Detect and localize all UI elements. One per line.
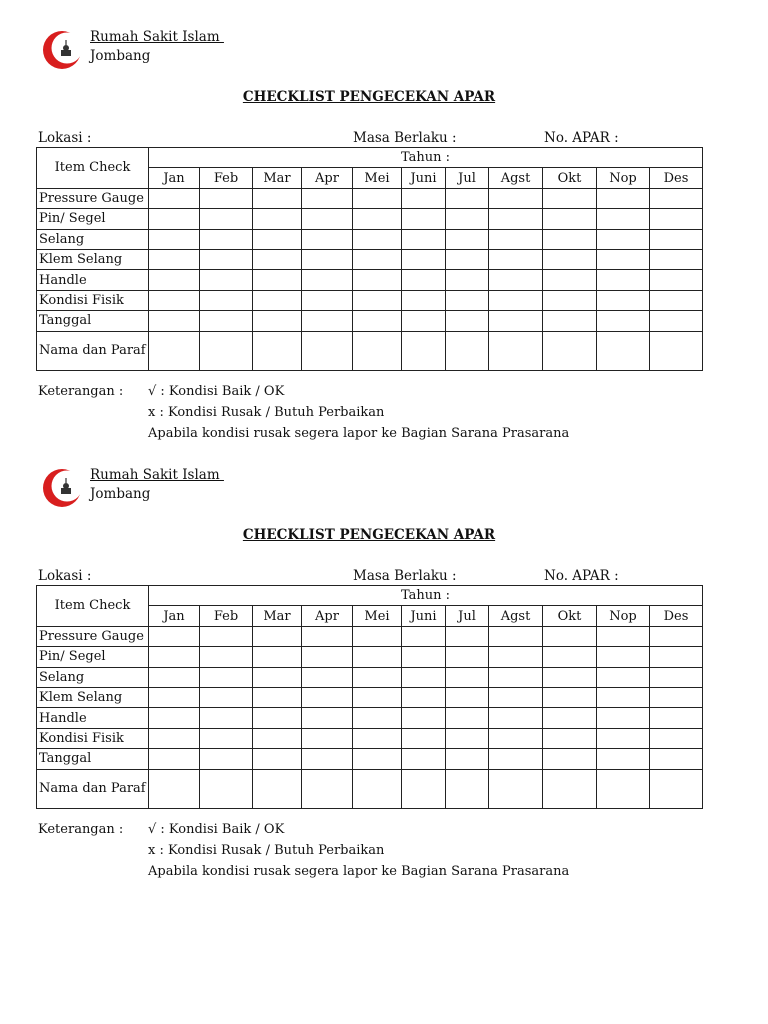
- check-cell[interactable]: [402, 749, 446, 769]
- month-header: Jan: [149, 606, 200, 626]
- check-cell[interactable]: [597, 667, 650, 687]
- check-cell[interactable]: [353, 229, 402, 249]
- check-cell[interactable]: [402, 687, 446, 707]
- check-cell[interactable]: [149, 270, 200, 290]
- check-cell[interactable]: [402, 188, 446, 208]
- check-cell[interactable]: [446, 687, 489, 707]
- hospital-name: Rumah Sakit Islam: [90, 29, 224, 45]
- check-cell[interactable]: [253, 769, 302, 808]
- check-cell[interactable]: [200, 188, 253, 208]
- check-cell[interactable]: [149, 687, 200, 707]
- check-cell[interactable]: [402, 209, 446, 229]
- check-cell[interactable]: [200, 687, 253, 707]
- check-cell[interactable]: [402, 311, 446, 331]
- check-cell[interactable]: [597, 249, 650, 269]
- check-cell[interactable]: [597, 728, 650, 748]
- check-cell[interactable]: [543, 270, 597, 290]
- check-cell[interactable]: [650, 249, 703, 269]
- check-cell[interactable]: [446, 331, 489, 370]
- check-cell[interactable]: [253, 667, 302, 687]
- check-cell[interactable]: [149, 626, 200, 646]
- check-cell[interactable]: [597, 647, 650, 667]
- check-cell[interactable]: [149, 188, 200, 208]
- check-cell[interactable]: [402, 249, 446, 269]
- check-cell[interactable]: [149, 728, 200, 748]
- masa-berlaku-label: Masa Berlaku :: [353, 130, 457, 146]
- check-cell[interactable]: [302, 687, 353, 707]
- no-apar-label: No. APAR :: [544, 568, 619, 584]
- check-cell[interactable]: [597, 708, 650, 728]
- lokasi-label: Lokasi :: [38, 130, 92, 146]
- month-header: Juni: [402, 168, 446, 188]
- check-cell[interactable]: [253, 331, 302, 370]
- table-row: [37, 188, 703, 208]
- legend-rusak: x : Kondisi Rusak / Butuh Perbaikan: [148, 405, 385, 420]
- check-cell[interactable]: [253, 647, 302, 667]
- check-cell[interactable]: [200, 647, 253, 667]
- check-cell[interactable]: [149, 311, 200, 331]
- check-cell[interactable]: [597, 749, 650, 769]
- check-cell[interactable]: [402, 667, 446, 687]
- check-cell[interactable]: [353, 290, 402, 310]
- item-label: Handle: [37, 270, 149, 290]
- table-row: [37, 249, 703, 269]
- check-cell[interactable]: [650, 647, 703, 667]
- table-row: [37, 331, 703, 370]
- check-cell[interactable]: [200, 311, 253, 331]
- check-cell[interactable]: [597, 311, 650, 331]
- check-cell[interactable]: [302, 229, 353, 249]
- check-cell[interactable]: [353, 331, 402, 370]
- check-cell[interactable]: [597, 270, 650, 290]
- check-cell[interactable]: [149, 647, 200, 667]
- check-cell[interactable]: [650, 769, 703, 808]
- month-header: Apr: [302, 168, 353, 188]
- table-row: [37, 769, 703, 808]
- checklist-section: [0, 438, 768, 878]
- item-label: Selang: [37, 229, 149, 249]
- check-cell[interactable]: [200, 626, 253, 646]
- check-cell[interactable]: [650, 626, 703, 646]
- check-cell[interactable]: [650, 209, 703, 229]
- check-cell[interactable]: [446, 769, 489, 808]
- check-cell[interactable]: [543, 290, 597, 310]
- table-row: [37, 270, 703, 290]
- month-header: Apr: [302, 606, 353, 626]
- table-row: [37, 229, 703, 249]
- check-cell[interactable]: [302, 626, 353, 646]
- check-cell[interactable]: [489, 249, 543, 269]
- check-cell[interactable]: [353, 708, 402, 728]
- check-cell[interactable]: [200, 769, 253, 808]
- check-cell[interactable]: [446, 728, 489, 748]
- legend-ok: √ : Kondisi Baik / OK: [148, 822, 285, 837]
- check-cell[interactable]: [253, 687, 302, 707]
- table-row: [37, 626, 703, 646]
- document-title: CHECKLIST PENGECEKAN APAR: [242, 527, 496, 543]
- no-apar-label: No. APAR :: [544, 130, 619, 146]
- check-cell[interactable]: [489, 229, 543, 249]
- check-cell[interactable]: [489, 626, 543, 646]
- check-cell[interactable]: [353, 270, 402, 290]
- check-cell[interactable]: [597, 229, 650, 249]
- check-cell[interactable]: [200, 209, 253, 229]
- check-cell[interactable]: [353, 749, 402, 769]
- check-cell[interactable]: [149, 331, 200, 370]
- legend-ok: √ : Kondisi Baik / OK: [148, 384, 285, 399]
- item-label: Pin/ Segel: [37, 647, 149, 667]
- item-label: Klem Selang: [37, 249, 149, 269]
- check-cell[interactable]: [149, 708, 200, 728]
- check-cell[interactable]: [200, 290, 253, 310]
- check-cell[interactable]: [543, 728, 597, 748]
- check-cell[interactable]: [489, 647, 543, 667]
- check-cell[interactable]: [402, 229, 446, 249]
- keterangan-label: Keterangan :: [38, 822, 124, 837]
- check-cell[interactable]: [149, 229, 200, 249]
- table-row: [37, 687, 703, 707]
- check-cell[interactable]: [543, 769, 597, 808]
- check-cell[interactable]: [353, 626, 402, 646]
- crescent-logo-icon: [42, 30, 82, 70]
- check-cell[interactable]: [597, 687, 650, 707]
- check-cell[interactable]: [353, 249, 402, 269]
- check-cell[interactable]: [489, 290, 543, 310]
- check-cell[interactable]: [489, 769, 543, 808]
- check-cell[interactable]: [446, 311, 489, 331]
- check-cell[interactable]: [543, 647, 597, 667]
- check-cell[interactable]: [543, 708, 597, 728]
- legend-instruction: Apabila kondisi rusak segera lapor ke Bagian Sarana Prasarana: [148, 426, 570, 441]
- checklist-section: [0, 0, 768, 440]
- month-header: Mar: [253, 168, 302, 188]
- item-label: Nama dan Paraf: [37, 331, 149, 370]
- check-cell[interactable]: [650, 270, 703, 290]
- check-cell[interactable]: [302, 270, 353, 290]
- month-header: Nop: [597, 168, 650, 188]
- check-cell[interactable]: [543, 626, 597, 646]
- item-label: Tanggal: [37, 311, 149, 331]
- tahun-header: Tahun :: [149, 148, 703, 168]
- check-cell[interactable]: [597, 626, 650, 646]
- check-cell[interactable]: [650, 331, 703, 370]
- check-cell[interactable]: [402, 331, 446, 370]
- table-row: [37, 708, 703, 728]
- check-cell[interactable]: [446, 249, 489, 269]
- check-cell[interactable]: [489, 331, 543, 370]
- month-header: Okt: [543, 606, 597, 626]
- legend-instruction: Apabila kondisi rusak segera lapor ke Bagian Sarana Prasarana: [148, 864, 570, 879]
- check-cell[interactable]: [446, 290, 489, 310]
- check-cell[interactable]: [149, 667, 200, 687]
- check-cell[interactable]: [149, 769, 200, 808]
- table-row: [37, 749, 703, 769]
- check-cell[interactable]: [253, 270, 302, 290]
- check-cell[interactable]: [489, 667, 543, 687]
- check-cell[interactable]: [200, 229, 253, 249]
- check-cell[interactable]: [650, 290, 703, 310]
- check-cell[interactable]: [302, 647, 353, 667]
- month-header: Agst: [489, 168, 543, 188]
- check-cell[interactable]: [302, 667, 353, 687]
- check-cell[interactable]: [253, 229, 302, 249]
- check-cell[interactable]: [253, 626, 302, 646]
- item-check-header: Item Check: [37, 586, 149, 627]
- table-row: [37, 209, 703, 229]
- keterangan-label: Keterangan :: [38, 384, 124, 399]
- check-cell[interactable]: [446, 626, 489, 646]
- table-header-row: [37, 148, 703, 168]
- check-cell[interactable]: [402, 728, 446, 748]
- check-cell[interactable]: [446, 229, 489, 249]
- table-row: [37, 728, 703, 748]
- check-cell[interactable]: [650, 749, 703, 769]
- legend-rusak: x : Kondisi Rusak / Butuh Perbaikan: [148, 843, 385, 858]
- check-cell[interactable]: [402, 708, 446, 728]
- table-row: [37, 667, 703, 687]
- check-cell[interactable]: [302, 728, 353, 748]
- lokasi-label: Lokasi :: [38, 568, 92, 584]
- month-header: Agst: [489, 606, 543, 626]
- check-cell[interactable]: [149, 290, 200, 310]
- check-cell[interactable]: [302, 249, 353, 269]
- check-cell[interactable]: [353, 687, 402, 707]
- check-cell[interactable]: [302, 769, 353, 808]
- check-cell[interactable]: [302, 749, 353, 769]
- month-header: Jan: [149, 168, 200, 188]
- crescent-logo-icon: [42, 468, 82, 508]
- check-cell[interactable]: [200, 249, 253, 269]
- check-cell[interactable]: [446, 209, 489, 229]
- check-cell[interactable]: [650, 229, 703, 249]
- check-cell[interactable]: [253, 749, 302, 769]
- check-cell[interactable]: [597, 209, 650, 229]
- check-cell[interactable]: [253, 311, 302, 331]
- check-cell[interactable]: [353, 311, 402, 331]
- check-cell[interactable]: [446, 647, 489, 667]
- check-cell[interactable]: [149, 249, 200, 269]
- month-header: Jul: [446, 606, 489, 626]
- check-cell[interactable]: [253, 728, 302, 748]
- item-label: Selang: [37, 667, 149, 687]
- item-check-header: Item Check: [37, 148, 149, 189]
- item-label: Pin/ Segel: [37, 209, 149, 229]
- check-cell[interactable]: [650, 311, 703, 331]
- check-cell[interactable]: [650, 687, 703, 707]
- item-label: Kondisi Fisik: [37, 290, 149, 310]
- month-header: Jul: [446, 168, 489, 188]
- check-cell[interactable]: [302, 708, 353, 728]
- check-cell[interactable]: [489, 728, 543, 748]
- item-label: Pressure Gauge: [37, 626, 149, 646]
- check-cell[interactable]: [149, 209, 200, 229]
- check-cell[interactable]: [446, 270, 489, 290]
- item-label: Pressure Gauge: [37, 188, 149, 208]
- check-cell[interactable]: [402, 270, 446, 290]
- month-header: Juni: [402, 606, 446, 626]
- check-cell[interactable]: [149, 749, 200, 769]
- check-cell[interactable]: [597, 769, 650, 808]
- check-cell[interactable]: [489, 188, 543, 208]
- check-cell[interactable]: [597, 290, 650, 310]
- check-cell[interactable]: [597, 331, 650, 370]
- check-cell[interactable]: [489, 270, 543, 290]
- check-cell[interactable]: [200, 667, 253, 687]
- check-cell[interactable]: [302, 209, 353, 229]
- check-cell[interactable]: [543, 188, 597, 208]
- check-cell[interactable]: [253, 249, 302, 269]
- check-cell[interactable]: [446, 708, 489, 728]
- hospital-city: Jombang: [90, 486, 151, 502]
- check-cell[interactable]: [650, 728, 703, 748]
- check-cell[interactable]: [446, 188, 489, 208]
- checklist-table: [36, 147, 703, 371]
- item-label: Tanggal: [37, 749, 149, 769]
- check-cell[interactable]: [402, 290, 446, 310]
- item-label: Klem Selang: [37, 687, 149, 707]
- month-header: Mei: [353, 168, 402, 188]
- item-label: Nama dan Paraf: [37, 769, 149, 808]
- check-cell[interactable]: [353, 667, 402, 687]
- check-cell[interactable]: [353, 728, 402, 748]
- check-cell[interactable]: [302, 188, 353, 208]
- check-cell[interactable]: [402, 626, 446, 646]
- check-cell[interactable]: [446, 667, 489, 687]
- table-row: [37, 290, 703, 310]
- check-cell[interactable]: [200, 270, 253, 290]
- masa-berlaku-label: Masa Berlaku :: [353, 568, 457, 584]
- check-cell[interactable]: [650, 667, 703, 687]
- check-cell[interactable]: [353, 209, 402, 229]
- check-cell[interactable]: [489, 708, 543, 728]
- check-cell[interactable]: [543, 209, 597, 229]
- month-header: Des: [650, 606, 703, 626]
- check-cell[interactable]: [543, 331, 597, 370]
- check-cell[interactable]: [302, 290, 353, 310]
- month-header: Nop: [597, 606, 650, 626]
- document-title: CHECKLIST PENGECEKAN APAR: [242, 89, 496, 105]
- check-cell[interactable]: [253, 209, 302, 229]
- check-cell[interactable]: [650, 708, 703, 728]
- check-cell[interactable]: [353, 647, 402, 667]
- month-header: Okt: [543, 168, 597, 188]
- check-cell[interactable]: [402, 647, 446, 667]
- check-cell[interactable]: [543, 749, 597, 769]
- month-header: Mar: [253, 606, 302, 626]
- month-header: Feb: [200, 606, 253, 626]
- check-cell[interactable]: [489, 311, 543, 331]
- check-cell[interactable]: [597, 188, 650, 208]
- check-cell[interactable]: [489, 209, 543, 229]
- table-row: [37, 647, 703, 667]
- item-label: Handle: [37, 708, 149, 728]
- month-header: Feb: [200, 168, 253, 188]
- check-cell[interactable]: [253, 188, 302, 208]
- month-header: Mei: [353, 606, 402, 626]
- check-cell[interactable]: [489, 687, 543, 707]
- month-header: Des: [650, 168, 703, 188]
- checklist-table: [36, 585, 703, 809]
- check-cell[interactable]: [489, 749, 543, 769]
- check-cell[interactable]: [253, 290, 302, 310]
- hospital-name: Rumah Sakit Islam: [90, 467, 224, 483]
- check-cell[interactable]: [650, 188, 703, 208]
- check-cell[interactable]: [200, 728, 253, 748]
- tahun-header: Tahun :: [149, 586, 703, 606]
- check-cell[interactable]: [446, 749, 489, 769]
- check-cell[interactable]: [402, 769, 446, 808]
- check-cell[interactable]: [543, 687, 597, 707]
- check-cell[interactable]: [353, 769, 402, 808]
- table-header-row: [37, 586, 703, 606]
- check-cell[interactable]: [200, 331, 253, 370]
- check-cell[interactable]: [200, 708, 253, 728]
- check-cell[interactable]: [543, 667, 597, 687]
- check-cell[interactable]: [353, 188, 402, 208]
- check-cell[interactable]: [302, 311, 353, 331]
- check-cell[interactable]: [302, 331, 353, 370]
- check-cell[interactable]: [543, 249, 597, 269]
- check-cell[interactable]: [253, 708, 302, 728]
- check-cell[interactable]: [543, 229, 597, 249]
- hospital-city: Jombang: [90, 48, 151, 64]
- check-cell[interactable]: [200, 749, 253, 769]
- check-cell[interactable]: [543, 311, 597, 331]
- item-label: Kondisi Fisik: [37, 728, 149, 748]
- table-row: [37, 311, 703, 331]
